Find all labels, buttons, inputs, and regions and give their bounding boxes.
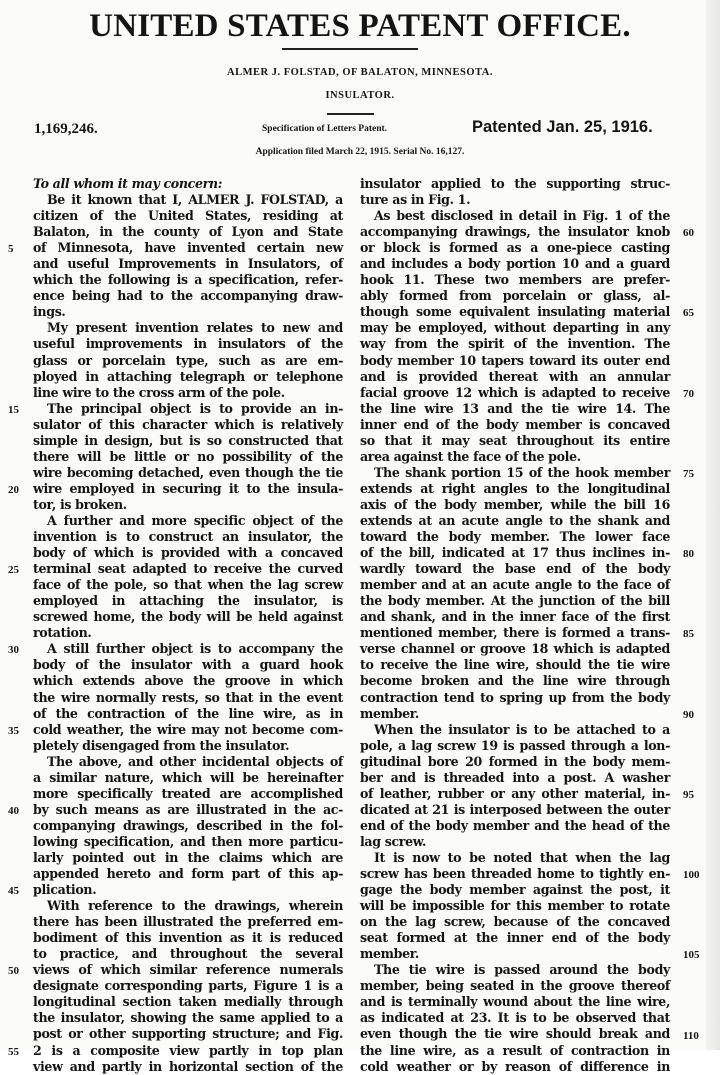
text-line: contraction tend to spring up from the body [360, 689, 670, 705]
text-line: will be impossible for this member to rotate [360, 898, 670, 914]
margin-line-number: 70 [683, 387, 694, 400]
margin-line-number: 90 [683, 708, 694, 721]
text-line: a similar nature, which will be hereinafter [33, 769, 343, 785]
text-line: or block is formed as a one-piece casting [360, 240, 670, 256]
text-line: screw has been threaded home to tightly en- [360, 866, 670, 882]
text-line: cold weather or by reason of difference in [360, 1058, 670, 1074]
text-line: screwed home, the body will be held against [33, 609, 343, 625]
text-line: cold weather, the wire may not become com- [33, 721, 343, 737]
margin-line-number: 30 [8, 644, 19, 657]
text-line: wire employed in securing it to the insula- [33, 480, 343, 496]
text-line: and is terminally wound about the line wire, [360, 994, 670, 1010]
text-line: though some equivalent insulating material [360, 304, 670, 320]
text-line: toward the body member. The lower face [360, 529, 670, 545]
text-line: ture as in Fig. 1. [360, 192, 471, 208]
text-line: When the insulator is to be attached to a [374, 721, 670, 737]
text-line: lowing specification, and then more particu- [33, 833, 343, 849]
text-line: of the bill, indicated at 17 thus inclines in- [360, 545, 670, 561]
inventor-line: ALMER J. FOLSTAD, OF BALATON, MINNESOTA. [227, 67, 493, 78]
text-line: lag screw. [360, 833, 426, 849]
text-line: larly pointed out in the claims which are [33, 849, 343, 865]
text-line: A still further object is to accompany the [47, 641, 343, 657]
text-line: to practice, and throughout the several [33, 946, 343, 962]
margin-line-number: 100 [683, 869, 700, 882]
margin-line-number: 40 [8, 804, 19, 817]
text-line: so that it may seat throughout its entire [360, 432, 670, 448]
application-line: Application filed March 22, 1915. Serial No. 16,127. [255, 147, 465, 157]
text-line: The tie wire is passed around the body [374, 962, 670, 978]
text-line: wire becoming detached, even though the tie [33, 464, 343, 480]
text-line: of Minnesota, have invented certain new [33, 240, 343, 256]
text-line: which the following is a specification, refer- [33, 272, 343, 288]
text-line: member. [360, 946, 419, 962]
text-line: ably formed from porcelain or glass, al- [360, 288, 670, 304]
text-line: terminal seat adapted to receive the curved [33, 561, 343, 577]
text-line: With reference to the drawings, wherein [47, 898, 343, 914]
text-line: plication. [33, 882, 97, 898]
text-line: the body member. At the junction of the bill [360, 593, 670, 609]
text-line: employed in attaching the insulator, is [33, 593, 343, 609]
patent-number: 1,169,246. [34, 121, 98, 137]
text-line: become broken and the line wire through [360, 673, 670, 689]
text-line: My present invention relates to new and [47, 320, 343, 336]
text-line: view and partly in horizontal section of the [33, 1058, 343, 1074]
margin-line-number: 25 [8, 564, 19, 577]
text-line: body of the insulator with a guard hook [33, 657, 343, 673]
text-line: body of which is provided with a concaved [33, 545, 343, 561]
margin-line-number: 45 [8, 885, 19, 898]
subject-heading: INSULATOR. [325, 90, 395, 101]
text-line: there has been illustrated the preferred em- [33, 914, 343, 930]
text-line: facial groove 12 which is adapted to receive [360, 384, 670, 400]
margin-line-number: 60 [683, 227, 694, 240]
text-line: member, being seated in the groove thereof [360, 978, 670, 994]
text-line: member and at an acute angle to the face of [360, 577, 670, 593]
text-line: designate corresponding parts, Figure 1 is a [33, 978, 343, 994]
text-line: To all whom it may concern: [33, 176, 222, 191]
text-line: extends at an acute angle to the shank and [360, 512, 670, 528]
text-line: member. [360, 705, 419, 721]
text-line: inner end of the body member is concaved [360, 416, 670, 432]
title-rule [282, 48, 418, 50]
text-line: ber and is threaded into a post. A washer [360, 769, 670, 785]
text-line: by such means as are illustrated in the ac- [33, 801, 343, 817]
text-line: appended hereto and form part of this ap- [33, 866, 343, 882]
text-line: verse channel or groove 18 which is adapted [360, 641, 670, 657]
margin-line-number: 105 [683, 949, 700, 962]
text-line: wardly toward the base end of the body [360, 561, 670, 577]
text-line: the line wire, as a result of contraction in [360, 1042, 670, 1058]
text-line: axis of the body member, while the bill 16 [360, 496, 670, 512]
margin-line-number: 50 [8, 965, 19, 978]
text-line: way from the spirit of the invention. The [360, 336, 670, 352]
text-line: of leather, rubber or any other material, in- [360, 785, 670, 801]
margin-line-number: 20 [8, 483, 19, 496]
subject-rule [327, 113, 374, 115]
margin-line-number: 80 [683, 548, 694, 561]
spec-label: Specification of Letters Patent. [262, 124, 388, 134]
text-line: bodiment of this invention as it is reduced [33, 930, 343, 946]
text-line: gage the body member against the post, it [360, 882, 670, 898]
text-line: on the lag screw, because of the concaved [360, 914, 670, 930]
margin-line-number: 15 [8, 403, 19, 416]
text-line: of the contraction of the line wire, as in [33, 705, 343, 721]
text-line: 2 is a composite view partly in top plan [33, 1042, 343, 1058]
text-line: dicated at 21 is interposed between the outer [360, 801, 670, 817]
text-line: post or other supporting structure; and Fig. [33, 1026, 343, 1042]
text-line: simple in design, but is so constructed that [33, 432, 343, 448]
text-line: face of the pole, so that when the lag screw [33, 577, 343, 593]
text-line: As best disclosed in detail in Fig. 1 of the [374, 208, 670, 224]
text-line: rotation. [33, 625, 92, 641]
text-line: the line wire 13 and the tie wire 14. The [360, 400, 670, 416]
text-line: to receive the line wire, should the tie wire [360, 657, 670, 673]
margin-line-number: 110 [683, 1029, 699, 1042]
text-line: longitudinal section taken medially through [33, 994, 343, 1010]
text-line: It is now to be noted that when the lag [374, 849, 670, 865]
text-line: tor, is broken. [33, 496, 127, 512]
text-line: and useful Improvements in Insulators, of [33, 256, 343, 272]
text-line: line wire to the cross arm of the pole. [33, 384, 285, 400]
text-line: seat formed at the inner end of the body [360, 930, 670, 946]
text-line: gitudinal bore 20 formed in the body mem- [360, 753, 670, 769]
text-line: and is provided thereat with an annular [360, 368, 670, 384]
text-line: ence being had to the accompanying draw- [33, 288, 343, 304]
text-line: pole, a lag screw 19 is passed through a lon- [360, 737, 670, 753]
text-line: may be employed, without departing in any [360, 320, 670, 336]
text-line: companying drawings, described in the fol- [33, 817, 343, 833]
text-line: even though the tie wire should break and [360, 1026, 670, 1042]
margin-line-number: 85 [683, 628, 694, 641]
text-line: The principal object is to provide an in- [47, 400, 343, 416]
text-line: body member 10 tapers toward its outer end [360, 352, 670, 368]
text-line: views of which similar reference numerals [33, 962, 343, 978]
text-line: accompanying drawings, the insulator knob [360, 224, 670, 240]
text-line: citizen of the United States, residing at [33, 208, 343, 224]
left-column [33, 176, 343, 1075]
text-line: and includes a body portion 10 and a guard [360, 256, 670, 272]
text-line: The above, and other incidental objects of [47, 753, 343, 769]
text-line: end of the body member and the head of the [360, 817, 670, 833]
text-line: mentioned member, there is formed a trans- [360, 625, 670, 641]
text-line: A further and more specific object of the [47, 512, 343, 528]
text-line: invention is to construct an insulator, the [33, 529, 343, 545]
text-line: The shank portion 15 of the hook member [374, 464, 670, 480]
text-line: more specifically treated are accomplished [33, 785, 343, 801]
text-line: the wire normally rests, so that in the event [33, 689, 343, 705]
text-line: as indicated at 23. It is to be observed that [360, 1010, 670, 1026]
office-title: UNITED STATES PATENT OFFICE. [89, 8, 631, 44]
text-line: ployed in attaching telegraph or telephone [33, 368, 343, 384]
text-line: extends at right angles to the longitudinal [360, 480, 670, 496]
text-line: insulator applied to the supporting struc- [360, 176, 670, 191]
margin-line-number: 35 [8, 724, 19, 737]
text-line: which extends above the groove in which [33, 673, 343, 689]
text-line: Balaton, in the county of Lyon and State [33, 224, 343, 240]
text-line: useful improvements in insulators of the [33, 336, 343, 352]
text-line: hook 11. These two members are prefer- [360, 272, 670, 288]
right-column [360, 176, 670, 1075]
margin-line-number: 75 [683, 467, 694, 480]
text-line: ings. [33, 304, 66, 320]
text-line: area against the face of the pole. [360, 448, 581, 464]
margin-line-number: 55 [8, 1045, 19, 1058]
text-line: pletely disengaged from the insulator. [33, 737, 290, 753]
margin-line-number: 5 [8, 243, 14, 256]
text-line: glass or porcelain type, such as are em- [33, 352, 343, 368]
page-edge-shadow [706, 0, 720, 1050]
text-line: Be it known that I, ALMER J. FOLSTAD, a [47, 192, 343, 208]
text-line: there will be little or no possibility of the [33, 448, 343, 464]
margin-line-number: 95 [683, 788, 694, 801]
margin-line-number: 65 [683, 307, 694, 320]
text-line: the insulator, showing the same applied to a [33, 1010, 343, 1026]
text-line: sulator of this character which is relatively [33, 416, 343, 432]
patented-date: Patented Jan. 25, 1916. [472, 118, 653, 136]
text-line: and shank, and in the inner face of the first [360, 609, 670, 625]
